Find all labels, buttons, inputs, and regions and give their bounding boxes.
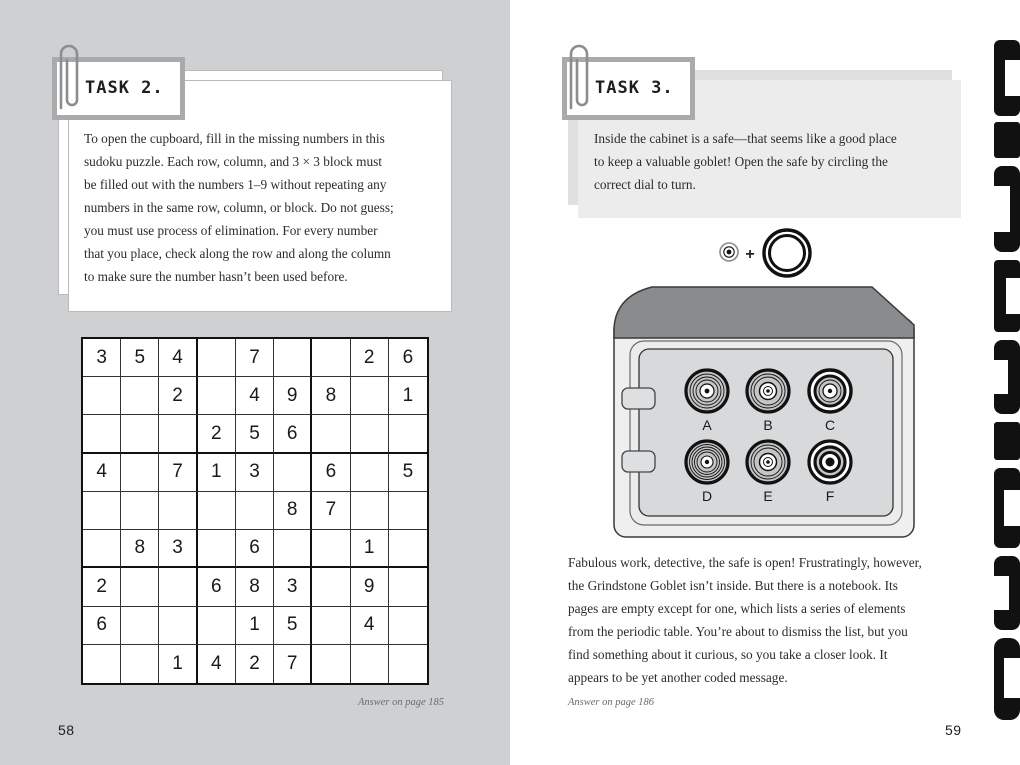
dial-a-icon [686,370,728,412]
sudoku-empty-cell [312,645,350,683]
sudoku-given-digit: 3 [274,568,312,606]
page-number-left: 58 [58,722,75,738]
sudoku-given-digit: 3 [159,530,197,568]
sudoku-given-digit: 2 [351,339,389,377]
instruction-line: that you place, check along the row and along the column [84,246,391,261]
sudoku-empty-cell [159,607,197,645]
story-line: pages are empty except for one, which lists a series of elements [568,601,906,616]
story-text [568,551,922,689]
sudoku-empty-cell [389,645,427,683]
sudoku-given-digit: 8 [121,530,159,568]
sudoku-given-digit: 7 [274,645,312,683]
task-3-instructions [594,127,897,196]
sudoku-empty-cell [198,377,236,415]
sudoku-empty-cell [121,377,159,415]
sudoku-given-digit: 5 [236,415,274,453]
dial-b-icon [747,370,789,412]
sudoku-given-digit: 2 [159,377,197,415]
dial-f-icon [809,441,851,483]
instruction-line: correct dial to turn. [594,177,696,192]
paperclip-icon [566,42,592,112]
dial-e-icon [747,441,789,483]
sudoku-given-digit: 2 [236,645,274,683]
sudoku-given-digit: 6 [389,339,427,377]
sudoku-empty-cell [351,492,389,530]
sudoku-empty-cell [274,339,312,377]
answer-note-right: Answer on page 186 [568,697,655,708]
sudoku-empty-cell [312,568,350,606]
sudoku-given-digit: 7 [312,492,350,530]
instruction-line: Inside the cabinet is a safe—that seems like a good place [594,131,897,146]
sudoku-empty-cell [83,530,121,568]
sudoku-empty-cell [83,415,121,453]
sudoku-empty-cell [198,607,236,645]
dot-ring-dial-icon [720,243,738,261]
sudoku-empty-cell [83,492,121,530]
sudoku-empty-cell [198,339,236,377]
safe-hinge [622,388,655,409]
sudoku-given-digit: 2 [83,568,121,606]
sudoku-empty-cell [121,415,159,453]
sudoku-empty-cell [121,645,159,683]
sudoku-given-digit: 8 [236,568,274,606]
sudoku-grid [81,337,429,685]
sudoku-empty-cell [121,607,159,645]
task-2-label: TASK 2. [85,78,164,98]
sudoku-given-digit: 4 [159,339,197,377]
sudoku-given-digit: 2 [198,415,236,453]
story-line: the Grindstone Goblet isn’t inside. But there is a notebook. Its [568,578,898,593]
task-3-label: TASK 3. [595,78,674,98]
dial-d-icon [686,441,728,483]
sudoku-empty-cell [351,377,389,415]
story-line: Fabulous work, detective, the safe is open! Frustratingly, however, [568,555,922,570]
sudoku-empty-cell [159,568,197,606]
sudoku-empty-cell [198,530,236,568]
sudoku-empty-cell [198,492,236,530]
sudoku-given-digit: 4 [236,377,274,415]
sudoku-given-digit: 5 [389,454,427,492]
sudoku-empty-cell [312,607,350,645]
dial-label: A [702,417,712,433]
sudoku-empty-cell [121,568,159,606]
sudoku-empty-cell [389,415,427,453]
sudoku-empty-cell [351,454,389,492]
sudoku-empty-cell [312,530,350,568]
plus-sign: + [745,246,755,263]
answer-note-left: Answer on page 185 [358,697,445,708]
dial-hint [720,230,810,276]
sudoku-given-digit: 6 [312,454,350,492]
instruction-line: numbers in the same row, column, or block. Do not guess; [84,200,394,215]
sudoku-given-digit: 9 [274,377,312,415]
sudoku-empty-cell [389,568,427,606]
sudoku-given-digit: 6 [274,415,312,453]
sudoku-empty-cell [351,645,389,683]
sudoku-empty-cell [351,415,389,453]
page-number-right: 59 [945,722,962,738]
instruction-line: to make sure the number hasn’t been used before. [84,269,348,284]
sudoku-given-digit: 5 [121,339,159,377]
sudoku-given-digit: 5 [274,607,312,645]
sudoku-given-digit: 3 [236,454,274,492]
sudoku-given-digit: 7 [159,454,197,492]
story-line: from the periodic table. You’re about to dismiss the list, but you [568,624,908,639]
sudoku-given-digit: 4 [83,454,121,492]
sudoku-empty-cell [159,492,197,530]
instruction-line: be filled out with the numbers 1–9 without repeating any [84,177,387,192]
sudoku-empty-cell [83,645,121,683]
dial-label: C [824,417,836,433]
sudoku-empty-cell [121,492,159,530]
double-ring-dial-icon [764,230,810,276]
sudoku-given-digit: 1 [159,645,197,683]
safe-hinge [622,451,655,472]
instruction-line: sudoku puzzle. Each row, column, and 3 × 3 block must [84,154,382,169]
dial-label: F [825,488,835,504]
task-2-instructions [84,127,394,288]
sudoku-given-digit: 8 [312,377,350,415]
sudoku-given-digit: 1 [198,454,236,492]
sudoku-given-digit: 3 [83,339,121,377]
instruction-line: to keep a valuable goblet! Open the safe by circling the [594,154,888,169]
sudoku-given-digit: 6 [83,607,121,645]
story-line: find something about it curious, so you take a closer look. It [568,647,888,662]
sudoku-given-digit: 6 [198,568,236,606]
sudoku-empty-cell [312,415,350,453]
sudoku-given-digit: 9 [351,568,389,606]
dial-c-icon [809,370,851,412]
sudoku-given-digit: 8 [274,492,312,530]
sudoku-given-digit: 1 [351,530,389,568]
sudoku-given-digit: 1 [236,607,274,645]
sudoku-given-digit: 4 [198,645,236,683]
sudoku-empty-cell [312,339,350,377]
safe-illustration [600,225,930,545]
instruction-line: To open the cupboard, fill in the missing numbers in this [84,131,385,146]
paperclip-icon [56,42,82,112]
sudoku-given-digit: 4 [351,607,389,645]
sudoku-empty-cell [389,607,427,645]
sudoku-empty-cell [121,454,159,492]
sudoku-empty-cell [236,492,274,530]
instruction-line: you must use process of elimination. For every number [84,223,378,238]
dial-label: E [763,488,773,504]
dial-label: D [701,488,713,504]
sudoku-given-digit: 1 [389,377,427,415]
sudoku-empty-cell [389,530,427,568]
sudoku-given-digit: 7 [236,339,274,377]
sudoku-empty-cell [83,377,121,415]
sudoku-empty-cell [389,492,427,530]
story-line: appears to be yet another coded message. [568,670,788,685]
sudoku-empty-cell [159,415,197,453]
edge-title-art [994,38,1020,722]
sudoku-empty-cell [274,530,312,568]
sudoku-given-digit: 6 [236,530,274,568]
sudoku-empty-cell [274,454,312,492]
dial-label: B [763,417,773,433]
